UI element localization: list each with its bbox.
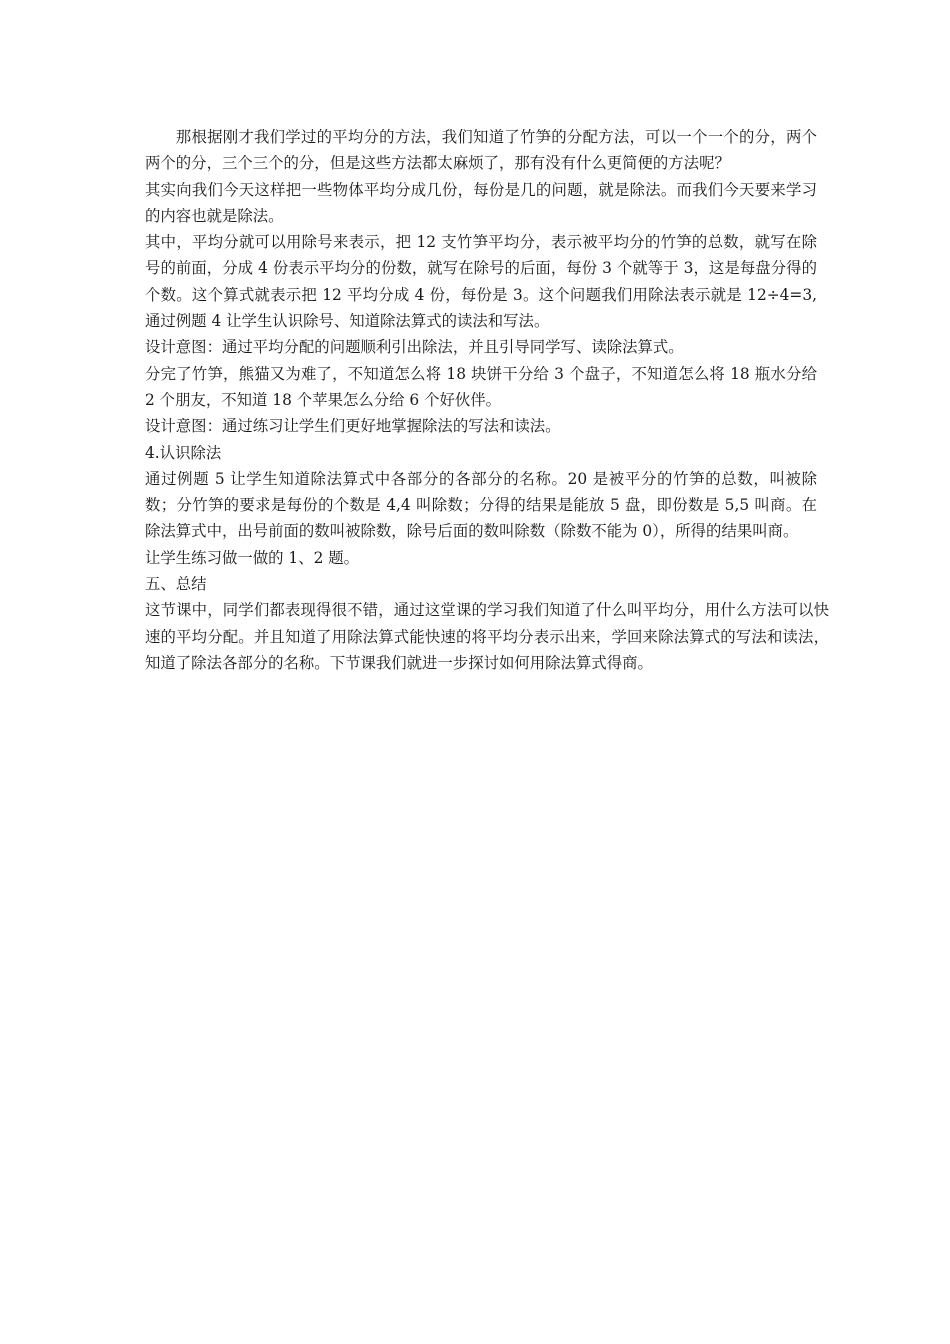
paragraph-design-intent-1: 设计意图：通过平均分配的问题顺利引出除法，并且引导同学写、读除法算式。 [145,338,684,357]
document-body [145,124,829,676]
paragraph-exercise: 让学生练习做一做的 1、2 题。 [145,548,360,567]
paragraph-division-sign: 其中，平均分就可以用除号来表示，把 12 支竹笋平均分，表示被平均分的竹笋的总数，就写在除号的前面，分成 4 份表示平均分的份数，就写在除号的后面，每份 3 个就等于 3，这是每盘分得的个数。这个算式就表示把 12 平均分成 4 份，每份是 3。这个问题我们用除法表示就是 12÷4=3,通过例题 4 让学生认识除号、知道除法算式的读法和写法。 [145,233,817,331]
section-heading-summary: 五、总结 [145,575,207,594]
section-heading-know-division: 4.认识除法 [145,443,222,462]
paragraph-division-parts: 通过例题 5 让学生知道除法算式中各部分的各部分的名称。20 是被平分的竹笋的总数，叫被除数；分竹笋的要求是每份的个数是 4,4 叫除数；分得的结果是能放 5 盘，即份数是 5,5 叫商。在除法算式中，出号前面的数叫被除数，除号后面的数叫除数（除数不能为 0），所得的结果叫商。 [145,469,817,541]
paragraph-design-intent-2: 设计意图：通过练习让学生们更好地掌握除法的写法和读法。 [145,417,561,436]
paragraph-panda-practice: 分完了竹笋，熊猫又为难了，不知道怎么将 18 块饼干分给 3 个盘子，不知道怎么将 18 瓶水分给 2 个朋友，不知道 18 个苹果怎么分给 6 个好伙伴。 [145,364,817,409]
paragraph-summary: 这节课中，同学们都表现得很不错，通过这堂课的学习我们知道了什么叫平均分，用什么方法可以快速的平均分配。并且知道了用除法算式能快速的将平均分表示出来，学回来除法算式的写法和读法，知道了除法各部分的名称。下节课我们就进一步探讨如何用除法算式得商。 [145,601,829,672]
paragraph-intro: 那根据刚才我们学过的平均分的方法，我们知道了竹笋的分配方法，可以一个一个的分，两个两个的分，三个三个的分，但是这些方法都太麻烦了，那有没有什么更简便的方法呢？ [145,128,817,173]
paragraph-division-concept: 其实向我们今天这样把一些物体平均分成几份，每份是几的问题，就是除法。而我们今天要来学习的内容也就是除法。 [145,180,817,225]
